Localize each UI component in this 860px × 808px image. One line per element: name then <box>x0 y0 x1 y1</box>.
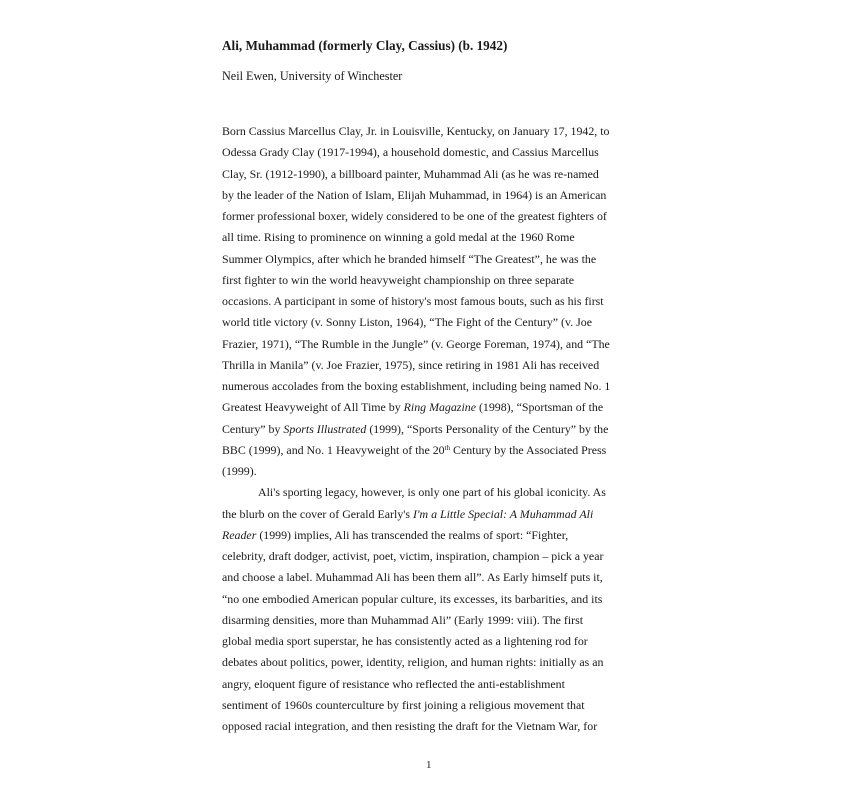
text-run: (1999) implies, Ali has transcended the realms of sport: “Fighter, <box>256 527 569 542</box>
text-line <box>222 397 642 418</box>
text-line-indented: Ali's sporting legacy, however, is only one part of his global iconicity. As <box>258 485 606 500</box>
text-line: Odessa Grady Clay (1917-1994), a household domestic, and Cassius Marcellus <box>222 145 599 160</box>
text-line: angry, eloquent figure of resistance who reflected the anti-establishment <box>222 676 565 691</box>
ordinal-suffix: th <box>444 443 451 452</box>
text-line: numerous accolades from the boxing establishment, including being named No. 1 <box>222 379 611 393</box>
article-title: Ali, Muhammad (formerly Clay, Cassius) (b. 1942) <box>222 38 508 53</box>
text-line: by the leader of the Nation of Islam, Elijah Muhammad, in 1964) is an American <box>222 187 607 202</box>
text-run: BBC (1999), and No. 1 Heavyweight of the 20 <box>222 442 445 457</box>
text-line <box>222 440 642 461</box>
article-header <box>222 36 640 86</box>
text-line: Frazier, 1971), “The Rumble in the Jungle” (v. George Foreman, 1974), and “The <box>222 336 610 351</box>
text-line: sentiment of 1960s counterculture by first joining a religious movement that <box>222 697 585 712</box>
text-line: occasions. A participant in some of history's most famous bouts, such as his first <box>222 294 604 308</box>
text-line: Born Cassius Marcellus Clay, Jr. in Louisville, Kentucky, on January 17, 1942, to <box>222 124 610 138</box>
text-run: Century by the Associated Press <box>450 442 607 457</box>
text-line: disarming densities, more than Muhammad Ali” (Early 1999: viii). The first <box>222 612 584 627</box>
paragraph-biography <box>222 121 642 482</box>
text-line: global media sport superstar, he has consistently acted as a lightening rod for <box>222 634 588 648</box>
text-run: (1999), “Sports Personality of the Century” by the <box>366 421 609 436</box>
text-run: the blurb on the cover of Gerald Early's <box>222 506 414 521</box>
publication-title-ring-magazine: Ring Magazine <box>403 400 476 415</box>
page-number: 1 <box>426 759 432 771</box>
publication-title-sports-illustrated: Sports Illustrated <box>283 421 367 436</box>
text-line <box>222 419 642 440</box>
article-body <box>222 121 642 737</box>
text-line: debates about politics, power, identity, religion, and human rights: initially as an <box>222 655 604 670</box>
text-run: Greatest Heavyweight of All Time by <box>222 400 404 415</box>
book-title: I'm a Little Special: A Muhammad Ali <box>413 506 594 521</box>
text-line: former professional boxer, widely considered to be one of the greatest fighters of <box>222 209 607 223</box>
text-line: first fighter to win the world heavyweight championship on three separate <box>222 272 574 287</box>
text-line: (1999). <box>222 464 257 478</box>
text-line: Thrilla in Manila” (v. Joe Frazier, 1975), since retiring in 1981 Ali has received <box>222 357 600 372</box>
paragraph-legacy <box>222 482 642 737</box>
book-title: Reader <box>222 527 257 542</box>
text-line: Clay, Sr. (1912-1990), a billboard painter, Muhammad Ali (as he was re-named <box>222 166 599 181</box>
text-run: Century” by <box>222 421 284 436</box>
author-byline: Neil Ewen, University of Winchester <box>222 69 403 83</box>
text-line <box>222 504 642 525</box>
text-line <box>222 525 642 546</box>
text-line: “no one embodied American popular culture, its excesses, its barbarities, and its <box>222 591 603 606</box>
text-line: world title victory (v. Sonny Liston, 1964), “The Fight of the Century” (v. Joe <box>222 315 592 330</box>
text-line: celebrity, draft dodger, activist, poet, victim, inspiration, champion – pick a year <box>222 549 604 563</box>
text-line: and choose a label. Muhammad Ali has been them all”. As Early himself puts it, <box>222 570 603 585</box>
text-line: all time. Rising to prominence on winning a gold medal at the 1960 Rome <box>222 230 575 245</box>
text-line: opposed racial integration, and then resisting the draft for the Vietnam War, for <box>222 719 598 733</box>
text-line: Summer Olympics, after which he branded himself “The Greatest”, he was the <box>222 251 597 266</box>
text-run: (1998), “Sportsman of the <box>475 400 604 415</box>
